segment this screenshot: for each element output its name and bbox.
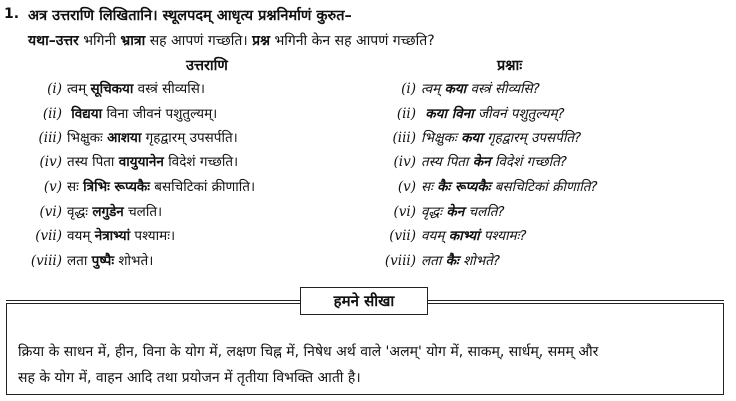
row-number: (ii) — [396, 106, 416, 122]
row-number: (viii) — [30, 253, 62, 269]
row-text-post: पश्यामः। — [134, 228, 176, 244]
row-text-bold: पुष्पैः — [91, 253, 115, 269]
example-question-label: प्रश्न — [252, 33, 270, 49]
row-number: (vii) — [389, 228, 416, 244]
row-number: (iv) — [393, 154, 416, 170]
row-text-bold: केन — [446, 204, 465, 220]
row-text-bold: कया — [461, 130, 483, 146]
row-number: (ii) — [42, 106, 62, 122]
example-answer-bold: भ्रात्रा — [120, 33, 146, 49]
row-text-post: पश्यामः? — [483, 228, 527, 244]
learned-line-1: क्रिया के साधन में, हीन, विना के योग में, लक्षण चिह्न में, निषेध अर्थ वाले 'अलम्' योग में, साकम्, सार्धम्, समम् और — [18, 344, 599, 360]
row-text-bold: आशया — [107, 130, 142, 146]
row-text-pre: त्वम् — [421, 81, 441, 97]
example-question-text: भगिनी केन सह आपणं गच्छति? — [274, 33, 435, 49]
row-text-pre: वयम् — [67, 228, 91, 244]
row-text-pre: वयम् — [421, 228, 445, 244]
example-line — [28, 31, 435, 50]
question-row — [370, 202, 505, 220]
answer-row — [16, 202, 162, 220]
row-text-bold: कैः रूप्यकैः — [437, 179, 491, 195]
question-number: 1. — [4, 6, 20, 22]
row-text-pre: सः — [67, 179, 79, 195]
row-text-post: बसचिटिकां क्रीणाति? — [494, 179, 598, 195]
row-text-bold: कैः — [445, 253, 459, 269]
row-text-pre: लता — [67, 253, 88, 269]
row-number: (vi) — [393, 204, 416, 220]
row-text-post: जीवनं पशुतुल्यम्? — [477, 106, 565, 122]
question-instruction: अत्र उत्तराणि लिखितानि। स्थूलपदम् आधृत्य प्रश्ननिर्माणं कुरुत– — [28, 8, 352, 24]
question-row — [370, 104, 565, 122]
answer-row — [16, 226, 175, 244]
learned-title: हमने सीखा — [300, 287, 428, 315]
row-number: (iii) — [392, 130, 416, 146]
row-text-bold: केन — [472, 154, 491, 170]
question-row — [370, 152, 567, 170]
row-text-bold: सूचिकया — [90, 81, 134, 97]
row-text-pre: लता — [421, 253, 442, 269]
answer-row — [16, 104, 217, 122]
row-number: (v) — [43, 179, 62, 195]
row-text-post: चलति? — [468, 204, 505, 220]
row-number: (i) — [401, 81, 416, 97]
answer-row — [16, 128, 238, 146]
row-text-pre: भिक्षुकः — [67, 130, 103, 146]
row-text-post: गृहद्वारम् उपसर्पति? — [487, 130, 582, 146]
row-text-pre: वृद्धः — [67, 204, 89, 220]
example-label: यथा–उत्तर — [28, 33, 79, 49]
learned-text — [18, 339, 598, 391]
row-text-post: विदेशं गच्छति। — [168, 154, 239, 170]
row-text-pre: भिक्षुकः — [421, 130, 457, 146]
answer-row — [16, 79, 205, 97]
row-text-pre: तस्य पिता — [421, 154, 469, 170]
row-text-bold: कया — [444, 81, 467, 97]
row-text-post: विना जीवनं पशुतुल्यम्। — [106, 106, 218, 122]
row-text-pre: वृद्धः — [421, 204, 443, 220]
row-text-bold: त्रिभिः रूप्यकैः — [83, 179, 150, 195]
question-row — [370, 226, 527, 244]
row-text-post: चलति। — [128, 204, 163, 220]
question-row — [370, 128, 581, 146]
row-text-pre: त्वम् — [67, 81, 87, 97]
row-text-post: विदेशं गच्छति? — [494, 154, 567, 170]
row-text-bold: काभ्यां — [448, 228, 480, 244]
answer-row — [16, 152, 238, 170]
answers-header: उत्तराणि — [186, 58, 228, 74]
row-number: (viii) — [384, 253, 416, 269]
example-answer-post: सह आपणं गच्छति। — [149, 33, 248, 49]
row-text-post: बसचिटिकां क्रीणाति। — [154, 179, 256, 195]
question-row — [370, 79, 540, 97]
row-text-post: वस्त्रं सीव्यसि। — [137, 81, 205, 97]
row-text-bold: नेत्राभ्यां — [94, 228, 131, 244]
row-number: (iii) — [38, 130, 62, 146]
row-number: (vi) — [39, 204, 62, 220]
row-text-post: गृहद्वारम् उपसर्पति। — [145, 130, 238, 146]
learned-line-2: सह के योग में, वाहन आदि तथा प्रयोजन में तृतीया विभक्ति आती है। — [18, 370, 361, 386]
questions-header: प्रश्नाः — [497, 58, 523, 74]
row-text-bold: वायुयानेन — [118, 154, 164, 170]
row-text-bold: लगुडेन — [92, 204, 124, 220]
question-row — [370, 177, 598, 195]
divider-left — [6, 300, 300, 301]
row-number: (iv) — [39, 154, 62, 170]
row-text-pre: सः — [421, 179, 433, 195]
row-number: (vii) — [35, 228, 62, 244]
row-text-post: वस्त्रं सीव्यसि? — [470, 81, 540, 97]
answer-row — [16, 251, 153, 269]
row-text-bold: कया विना — [425, 106, 474, 122]
row-number: (i) — [47, 81, 62, 97]
row-text-pre: तस्य पिता — [67, 154, 115, 170]
question-row — [370, 251, 500, 269]
row-text-post: शोभते। — [118, 253, 154, 269]
row-number: (v) — [397, 179, 416, 195]
answer-row — [16, 177, 255, 195]
divider-right — [428, 300, 724, 301]
row-text-bold: विद्यया — [71, 106, 103, 122]
example-answer-pre: भगिनी — [83, 33, 116, 49]
row-text-post: शोभते? — [463, 253, 501, 269]
